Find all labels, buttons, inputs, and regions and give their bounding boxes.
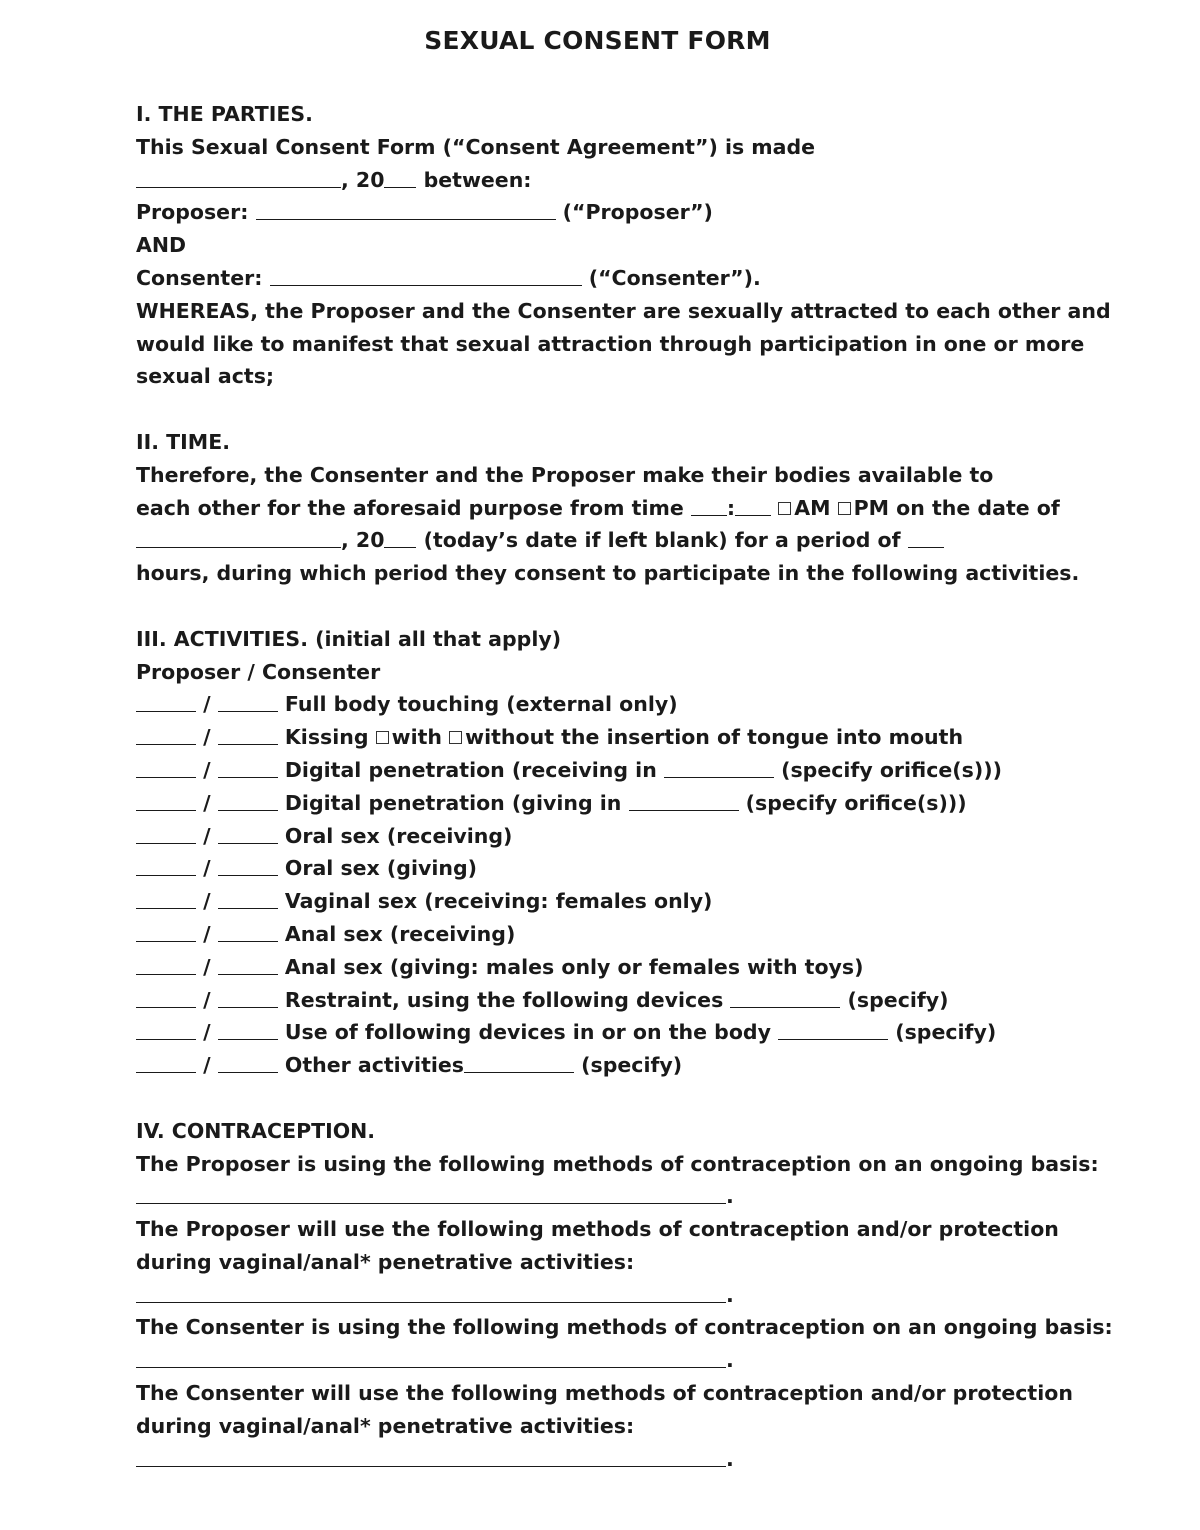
consenter-initial-field[interactable]	[218, 792, 278, 811]
am-checkbox[interactable]	[778, 502, 791, 515]
consenter-initial-field[interactable]	[218, 857, 278, 876]
consenter-initial-field[interactable]	[218, 989, 278, 1008]
contraception-heading: IV. CONTRACEPTION.	[136, 1118, 376, 1143]
activity-row: / Anal sex (giving: males only or females with toys)	[136, 951, 1136, 984]
consenter-ongoing-question: The Consenter is using the following methods of contraception on an ongoing basis:	[136, 1315, 1113, 1340]
activity-label: Oral sex (receiving)	[284, 823, 513, 848]
consenter-initial-field[interactable]	[218, 693, 278, 712]
without-tongue-checkbox[interactable]	[449, 731, 462, 744]
consenter-initial-field[interactable]	[218, 825, 278, 844]
activity-row: / Other activities (specify)	[136, 1049, 1136, 1082]
parties-date-line: , 20 between:	[136, 164, 1136, 197]
consenter-initial-field[interactable]	[218, 890, 278, 909]
activity-row: / Oral sex (giving)	[136, 852, 1136, 885]
pm-checkbox[interactable]	[838, 502, 851, 515]
agreement-date-field[interactable]	[136, 169, 341, 188]
proposer-during-field[interactable]	[136, 1284, 726, 1303]
activity-row: / Kissing with without the insertion of tongue into mouth	[136, 721, 1136, 754]
proposer-initial-field[interactable]	[136, 693, 196, 712]
activities-columns: Proposer / Consenter	[136, 659, 381, 684]
proposer-during-question: The Proposer will use the following methods of contraception and/or protection during vaginal/anal* penetrative activities:	[136, 1217, 1059, 1274]
consenter-during-field[interactable]	[136, 1448, 726, 1467]
activity-label: Anal sex (giving: males only or females with toys)	[284, 954, 864, 979]
proposer-initial-field[interactable]	[136, 923, 196, 942]
consenter-initial-field[interactable]	[218, 1021, 278, 1040]
activity-label: Oral sex (giving)	[284, 856, 478, 881]
period-hours-field[interactable]	[908, 529, 944, 548]
consenter-initial-field[interactable]	[218, 956, 278, 975]
specify-field[interactable]	[730, 989, 840, 1008]
proposer-line: Proposer: (“Proposer”)	[136, 200, 713, 225]
proposer-initial-field[interactable]	[136, 989, 196, 1008]
with-tongue-checkbox[interactable]	[376, 731, 389, 744]
time-line-3: , 20 (today’s date if left blank) for a period of	[136, 524, 1136, 557]
proposer-ongoing-question: The Proposer is using the following methods of contraception on an ongoing basis:	[136, 1151, 1099, 1176]
consenter-initial-field[interactable]	[218, 759, 278, 778]
start-minute-field[interactable]	[735, 497, 771, 516]
activity-row: / Full body touching (external only)	[136, 688, 1136, 721]
activity-date-field[interactable]	[136, 529, 341, 548]
activity-row: / Oral sex (receiving)	[136, 820, 1136, 853]
whereas-clause: WHEREAS, the Proposer and the Consenter are sexually attracted to each other and would like to manifest that sexual attraction through participation in one or more sexual acts;	[136, 298, 1111, 389]
proposer-initial-field[interactable]	[136, 1021, 196, 1040]
activity-label: Vaginal sex (receiving: females only)	[284, 889, 713, 914]
proposer-initial-field[interactable]	[136, 726, 196, 745]
specify-field[interactable]	[629, 792, 739, 811]
consenter-during-question: The Consenter will use the following methods of contraception and/or protection during vaginal/anal* penetrative activities:	[136, 1381, 1073, 1438]
specify-field[interactable]	[664, 759, 774, 778]
activity-row: / Digital penetration (receiving in (specify orifice(s)))	[136, 754, 1136, 787]
proposer-initial-field[interactable]	[136, 890, 196, 909]
agreement-year-field[interactable]	[384, 169, 416, 188]
answer-line: .	[136, 1344, 1136, 1377]
form-title: SEXUAL CONSENT FORM	[424, 26, 771, 55]
specify-field[interactable]	[464, 1054, 574, 1073]
activity-row: / Restraint, using the following devices (specify)	[136, 984, 1136, 1017]
specify-field[interactable]	[778, 1021, 888, 1040]
activities-heading: III. ACTIVITIES. (initial all that apply)	[136, 626, 562, 651]
time-line-2: each other for the aforesaid purpose from time : AM PM on the date of	[136, 495, 1060, 520]
proposer-initial-field[interactable]	[136, 857, 196, 876]
proposer-initial-field[interactable]	[136, 792, 196, 811]
time-line-1: Therefore, the Consenter and the Proposer make their bodies available to	[136, 462, 994, 487]
consenter-name-field[interactable]	[270, 267, 582, 286]
start-hour-field[interactable]	[691, 497, 727, 516]
activity-year-field[interactable]	[384, 529, 416, 548]
proposer-initial-field[interactable]	[136, 759, 196, 778]
parties-intro: This Sexual Consent Form (“Consent Agreement”) is made	[136, 134, 816, 159]
consenter-line: Consenter: (“Consenter”).	[136, 265, 761, 290]
activity-row: / Vaginal sex (receiving: females only)	[136, 885, 1136, 918]
proposer-initial-field[interactable]	[136, 825, 196, 844]
activity-label: Full body touching (external only)	[284, 692, 678, 717]
consenter-initial-field[interactable]	[218, 923, 278, 942]
activity-row: / Anal sex (receiving)	[136, 918, 1136, 951]
answer-line: .	[136, 1279, 1136, 1312]
time-line-4: hours, during which period they consent to participate in the following activities.	[136, 561, 1080, 586]
time-heading: II. TIME.	[136, 429, 230, 454]
answer-line: .	[136, 1180, 1136, 1213]
proposer-ongoing-field[interactable]	[136, 1185, 726, 1204]
consenter-initial-field[interactable]	[218, 1054, 278, 1073]
consenter-initial-field[interactable]	[218, 726, 278, 745]
activity-row: / Use of following devices in or on the body (specify)	[136, 1016, 1136, 1049]
proposer-initial-field[interactable]	[136, 956, 196, 975]
proposer-name-field[interactable]	[256, 201, 556, 220]
parties-heading: I. THE PARTIES.	[136, 102, 313, 126]
form-body	[136, 98, 1136, 1475]
consenter-ongoing-field[interactable]	[136, 1349, 726, 1368]
activity-row: / Digital penetration (giving in (specify orifice(s)))	[136, 787, 1136, 820]
proposer-initial-field[interactable]	[136, 1054, 196, 1073]
activity-label: Anal sex (receiving)	[284, 921, 516, 946]
answer-line: .	[136, 1443, 1136, 1476]
and-label: AND	[136, 233, 187, 258]
